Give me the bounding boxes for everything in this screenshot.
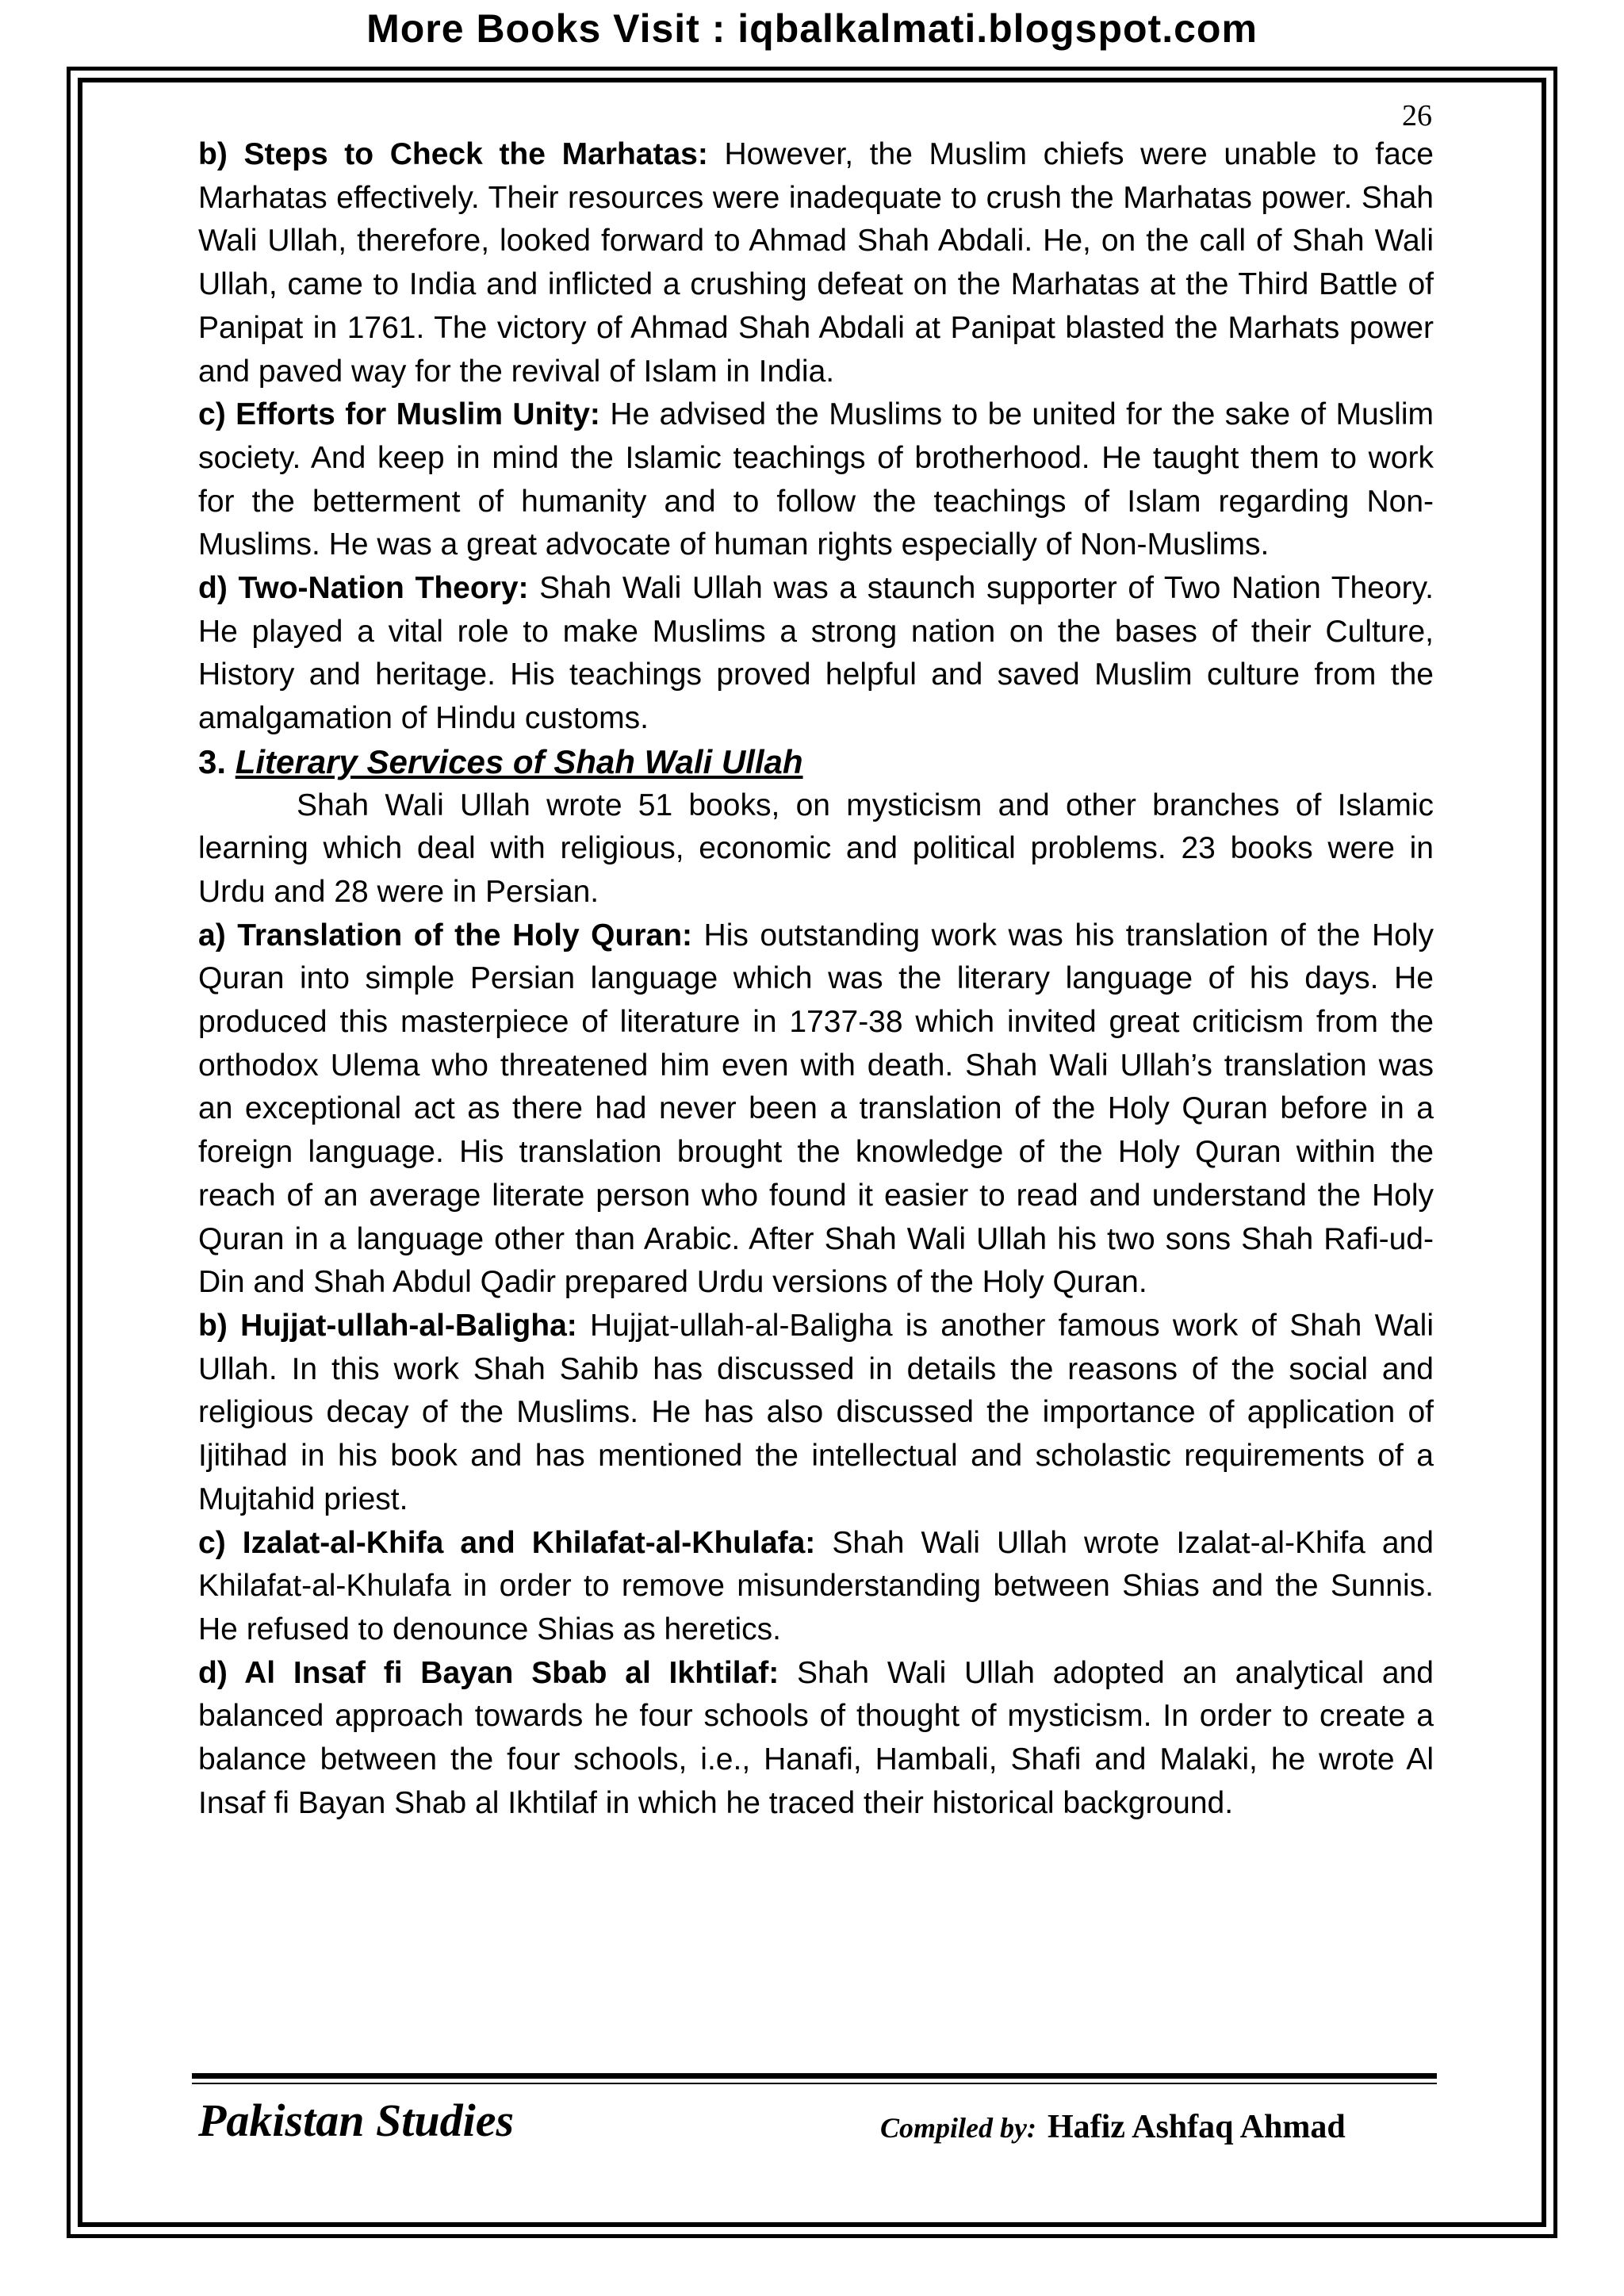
compiled-by-label: Compiled by:	[880, 2112, 1036, 2144]
paragraph-literary-intro: Shah Wali Ullah wrote 51 books, on mysticism and other branches of Islamic learning which deal with religious, economic and political problems. 23 books were in Urdu and 28 were in Persian.	[198, 788, 1434, 909]
paragraph-al-insaf	[198, 1652, 1434, 1826]
paragraph-izalat-al-khifa	[198, 1522, 1434, 1652]
section-number: 3.	[198, 742, 236, 780]
paragraph-heading: b) Hujjat-ullah-al-Baligha:	[198, 1308, 577, 1343]
paragraph-text: Hujjat-ullah-al-Baligha is another famous work of Shah Wali Ullah. In this work Shah Sahib has discussed in details the reasons of the social and religious decay of the Muslims. He has also discussed the importance of application of Ijitihad in his book and has mentioned the intellectual and scholastic requirements of a Mujtahid priest.	[198, 1308, 1434, 1516]
paragraph-two-nation-theory	[198, 567, 1434, 741]
paragraph-heading: c) Efforts for Muslim Unity:	[198, 397, 600, 432]
paragraph-text: However, the Muslim chiefs were unable to face Marhatas effectively. Their resources were inadequate to crush the Marhatas power. Shah Wali Ullah, therefore, looked forward to Ahmad Shah Abdali. He, on the call of Shah Wali Ullah, came to India and inflicted a crushing defeat on the Marhatas at the Third Battle of Panipat in 1761. The victory of Ahmad Shah Abdali at Panipat blasted the Marhats power and paved way for the revival of Islam in India.	[198, 137, 1434, 389]
paragraph-heading: d) Al Insaf fi Bayan Sbab al Ikhtilaf:	[198, 1655, 779, 1690]
footer-divider-thick	[192, 2073, 1437, 2079]
paragraph-heading: a) Translation of the Holy Quran:	[198, 918, 693, 953]
paragraph-text: Shah Wali Ullah wrote Izalat-al-Khifa and Khilafat-al-Khulafa in order to remove misunderstanding between Shias and the Sunnis. He refused to denounce Shias as heretics.	[198, 1525, 1434, 1646]
section-title: Literary Services of Shah Wali Ullah	[235, 742, 803, 780]
paragraph-heading: b) Steps to Check the Marhatas:	[198, 137, 708, 171]
paragraph-steps-check-marhatas	[198, 133, 1434, 393]
footer-book-title: Pakistan Studies	[198, 2095, 515, 2146]
paragraph-text: He advised the Muslims to be united for the sake of Muslim society. And keep in mind the Islamic teachings of brotherhood. He taught them to work for the betterment of humanity and to follow the teachings of Islam regarding Non-Muslims. He was a great advocate of human rights especially of Non-Muslims.	[198, 397, 1434, 562]
page-number: 26	[1402, 99, 1432, 132]
paragraph-text: Shah Wali Ullah was a staunch supporter of Two Nation Theory. He played a vital role to make Muslims a strong nation on the bases of their Culture, History and heritage. His teachings proved helpful and saved Muslim culture from the amalgamation of Hindu customs.	[198, 571, 1434, 736]
paragraph-hujjat-ullah	[198, 1305, 1434, 1522]
paragraph-heading: d) Two-Nation Theory:	[198, 571, 529, 606]
footer-divider-thin	[192, 2083, 1437, 2084]
paragraph-text: His outstanding work was his translation of the Holy Quran into simple Persian language which was the literary language of his days. He produced this masterpiece of literature in 1737-38 which invited great criticism from the orthodox Ulema who threatened him even with death. Shah Wali Ullah’s translation was an exceptional act as there had never been a translation of the Holy Quran before in a foreign language. His translation brought the knowledge of the Holy Quran within the reach of an average literate person who found it easier to read and understand the Holy Quran in a language other than Arabic. After Shah Wali Ullah his two sons Shah Rafi-ud-Din and Shah Abdul Qadir prepared Urdu versions of the Holy Quran.	[198, 918, 1434, 1300]
compiler-name: Hafiz Ashfaq Ahmad	[1047, 2109, 1346, 2145]
paragraph-heading: c) Izalat-al-Khifa and Khilafat-al-Khulafa:	[198, 1525, 816, 1560]
paragraph-muslim-unity	[198, 393, 1434, 567]
paragraph-text: Shah Wali Ullah adopted an analytical and balanced approach towards he four schools of thought of mysticism. In order to create a balance between the four schools, i.e., Hanafi, Hambali, Shafi and Malaki, he wrote Al Insaf fi Bayan Shab al Ikhtilaf in which he traced their historical background.	[198, 1655, 1434, 1820]
section-heading-literary-services	[198, 741, 1434, 784]
page-body	[198, 133, 1434, 1825]
footer-compiler	[880, 2103, 1346, 2152]
header-banner: More Books Visit : iqbalkalmati.blogspot.com	[366, 6, 1258, 51]
paragraph-translation-quran	[198, 914, 1434, 1305]
